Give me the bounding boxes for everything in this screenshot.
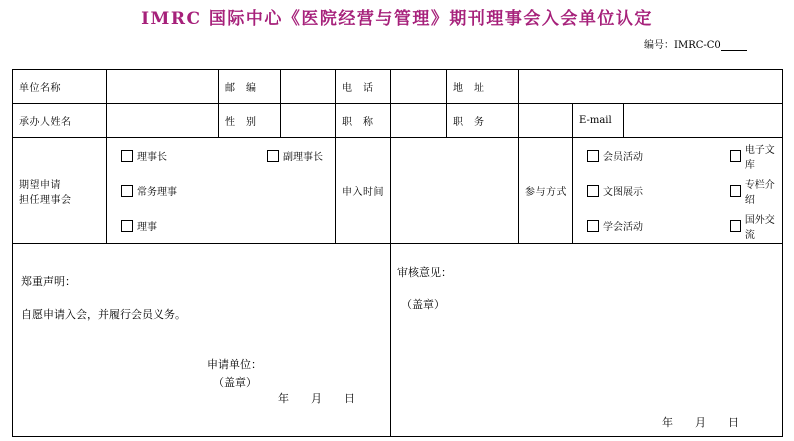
checkbox-icon[interactable]: [121, 185, 133, 197]
form-code-blank[interactable]: [721, 40, 747, 51]
role-label: 常务理事: [137, 187, 177, 198]
unit-name-field[interactable]: [107, 70, 219, 104]
position-field[interactable]: [519, 104, 573, 138]
method-label: 会员活动: [603, 152, 643, 163]
address-field[interactable]: [519, 70, 783, 104]
checkbox-icon[interactable]: [730, 150, 741, 162]
page-title: IMRC 国际中心《医院经营与管理》期刊理事会入会单位认定: [141, 9, 653, 29]
expected-role-label: [13, 138, 107, 244]
postcode-field[interactable]: [281, 70, 336, 104]
participation-label: 参与方式: [519, 138, 573, 244]
method-label: 学会活动: [603, 222, 643, 233]
join-time-label: 申入时间: [336, 138, 391, 244]
gender-label: 性 别: [219, 104, 281, 138]
role-label: 理事: [137, 222, 157, 233]
address-label: 地 址: [447, 70, 519, 104]
method-option-column[interactable]: [730, 173, 783, 208]
phone-label: 电 话: [336, 70, 391, 104]
role-option-chairman[interactable]: [121, 138, 267, 173]
checkbox-icon[interactable]: [587, 185, 599, 197]
job-title-label: 职 称: [336, 104, 391, 138]
email-field[interactable]: [624, 104, 783, 138]
form-code-label: 编号：IMRC-C0: [644, 40, 721, 51]
review-heading: 审核意见：: [397, 266, 452, 279]
method-option-international[interactable]: [730, 208, 783, 243]
handler-field[interactable]: [107, 104, 219, 138]
role-label: 副理事长: [283, 152, 323, 163]
review-section: [391, 244, 783, 437]
declaration-section: [13, 244, 391, 437]
postcode-label: 邮 编: [219, 70, 281, 104]
unit-name-label: 单位名称: [13, 70, 107, 104]
expected-role-line1: 期望申请: [19, 179, 61, 191]
method-label: 国外交流: [744, 214, 775, 241]
checkbox-icon[interactable]: [587, 150, 599, 162]
gender-field[interactable]: [281, 104, 336, 138]
checkbox-icon[interactable]: [267, 150, 279, 162]
declaration-text: 自愿申请入会，并履行会员义务。: [21, 308, 186, 321]
method-option-academic-activity[interactable]: [587, 208, 730, 243]
checkbox-icon[interactable]: [730, 185, 741, 197]
method-option-exhibition[interactable]: [587, 173, 730, 208]
review-date: 年 月 日: [662, 416, 739, 429]
applicant-label: 申请单位：: [207, 358, 262, 371]
checkbox-icon[interactable]: [730, 220, 741, 232]
handler-label: 承办人姓名: [13, 104, 107, 138]
role-option-director[interactable]: [121, 208, 267, 243]
role-option-vice-chairman[interactable]: [267, 138, 323, 173]
method-label: 电子文库: [744, 144, 775, 171]
job-title-field[interactable]: [391, 104, 447, 138]
method-option-member-activity[interactable]: [587, 138, 730, 173]
participation-options: [573, 138, 783, 244]
role-options: [107, 138, 336, 244]
review-seal: （盖章）: [401, 298, 445, 311]
join-time-field[interactable]: [391, 138, 519, 244]
method-label: 文图展示: [603, 187, 643, 198]
checkbox-icon[interactable]: [587, 220, 599, 232]
declaration-seal: （盖章）: [213, 376, 257, 389]
email-label: E-mail: [573, 104, 624, 138]
method-label: 专栏介绍: [744, 179, 775, 206]
checkbox-icon[interactable]: [121, 220, 133, 232]
role-option-executive-director[interactable]: [121, 173, 267, 208]
method-option-e-library[interactable]: [730, 138, 783, 173]
declaration-heading: 郑重声明：: [21, 275, 76, 288]
application-form: [12, 69, 783, 437]
position-label: 职 务: [447, 104, 519, 138]
role-label: 理事长: [137, 152, 167, 163]
checkbox-icon[interactable]: [121, 150, 133, 162]
phone-field[interactable]: [391, 70, 447, 104]
form-code: [644, 36, 747, 51]
declaration-date: 年 月 日: [278, 392, 355, 405]
expected-role-line2: 担任理事会: [19, 194, 72, 206]
